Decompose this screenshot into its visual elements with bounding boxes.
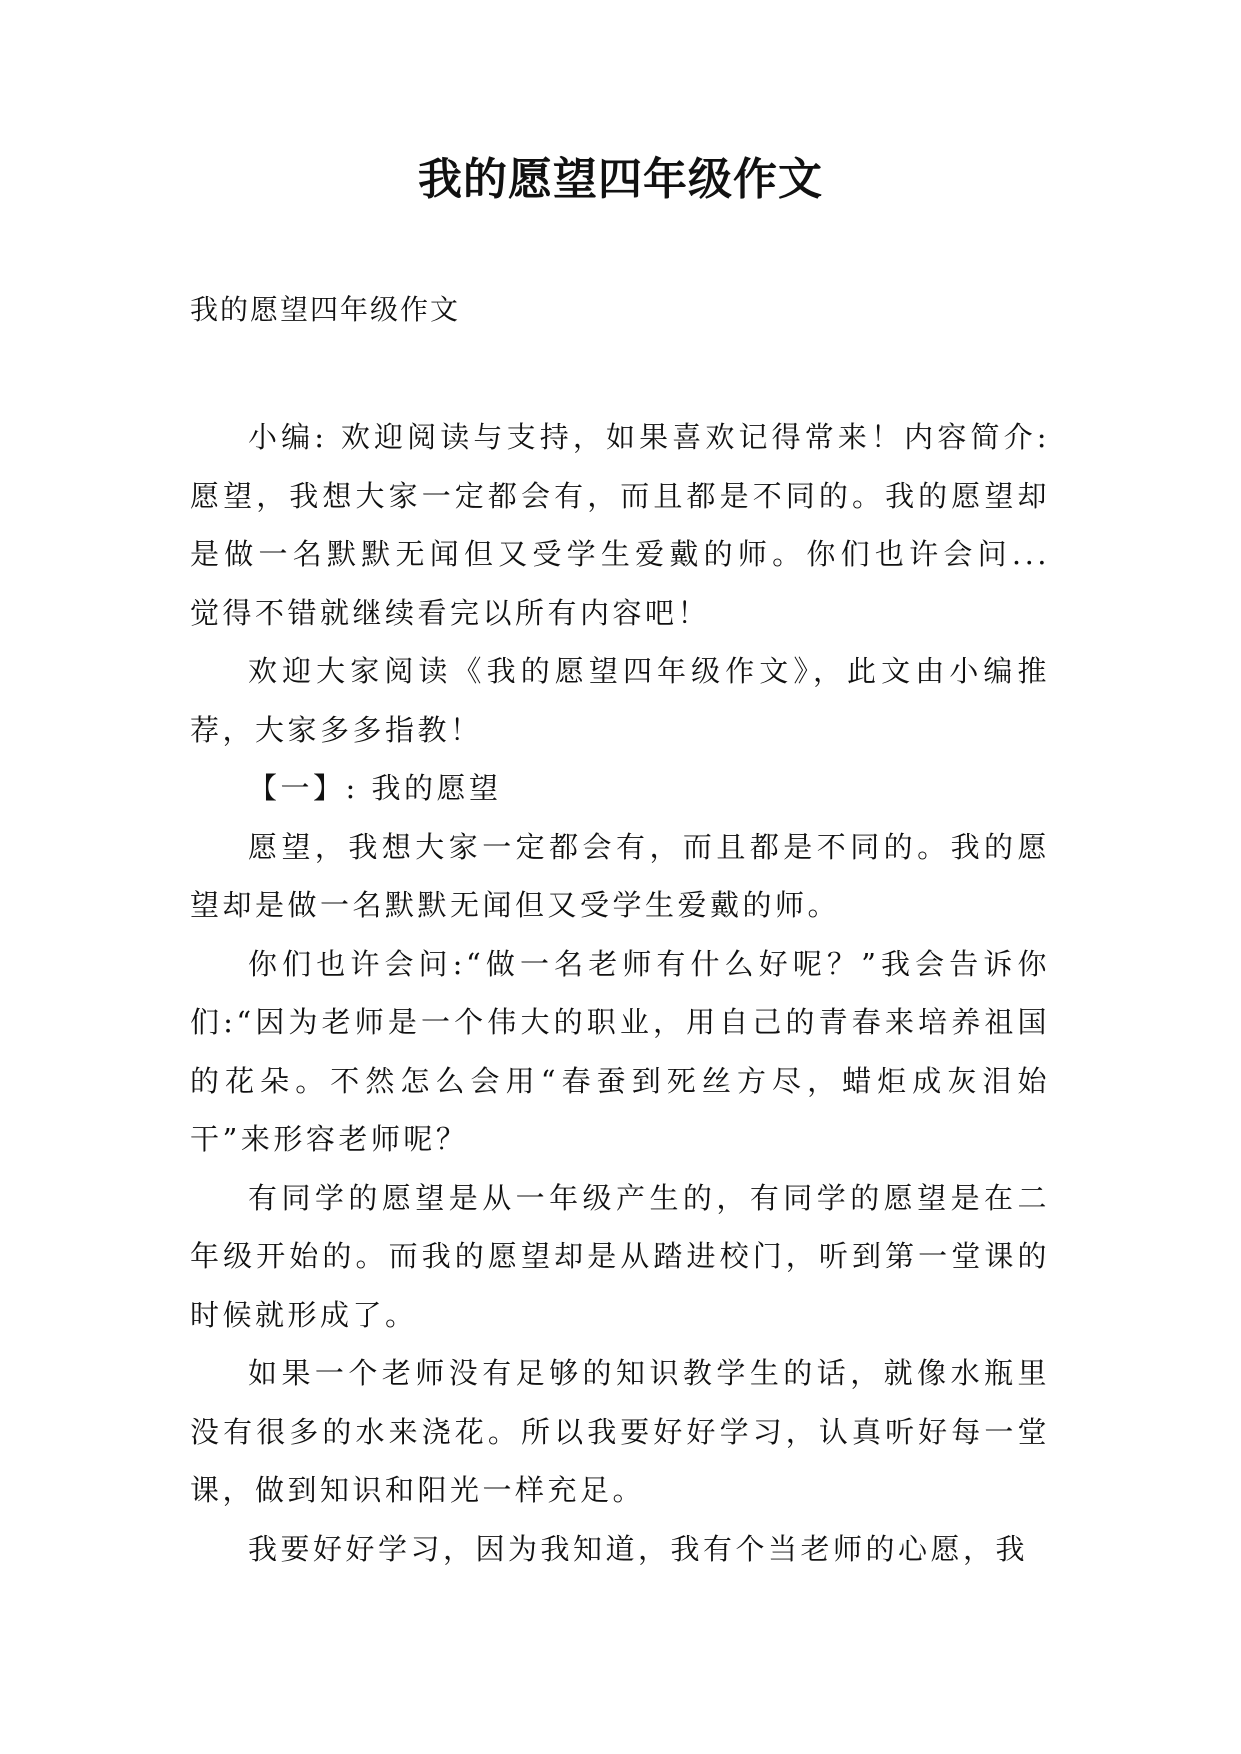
welcome-paragraph: 欢迎大家阅读《我的愿望四年级作文》，此文由小编推荐，大家多多指教！ [190,654,1050,747]
body-paragraph: 你们也许会问:“做一名老师有什么好呢？”我会告诉你们:“因为老师是一个伟大的职业，用自己的青春来培养祖国的花朵。不然怎么会用“春蚕到死丝方尽，蜡炬成灰泪始干”来形容老师呢？ [190,946,1050,1156]
body-paragraph: 如果一个老师没有足够的知识教学生的话，就像水瓶里没有很多的水来浇花。所以我要好好学习，认真听好每一堂课，做到知识和阳光一样充足。 [190,1356,1050,1507]
section-heading: 【一】: 我的愿望 [248,771,502,805]
document-subtitle: 我的愿望四年级作文 [190,293,461,326]
body-paragraph: 愿望，我想大家一定都会有，而且都是不同的。我的愿望却是做一名默默无闻但又受学生爱戴的师。 [190,829,1050,922]
body-paragraph: 我要好好学习，因为我知道，我有个当老师的心愿，我 [248,1531,1029,1566]
body-paragraph: 有同学的愿望是从一年级产生的，有同学的愿望是在二年级开始的。而我的愿望却是从踏进校门，听到第一堂课的时候就形成了。 [190,1180,1050,1332]
document-body [190,408,1050,1578]
document-title: 我的愿望四年级作文 [418,154,823,205]
intro-paragraph: 小编: 欢迎阅读与支持，如果喜欢记得常来！内容简介: 愿望，我想大家一定都会有，而且都是不同的。我的愿望却是做一名默默无闻但又受学生爱戴的师。你们也许会问... 觉得不错就继续看完以所有内容吧！ [190,420,1050,630]
